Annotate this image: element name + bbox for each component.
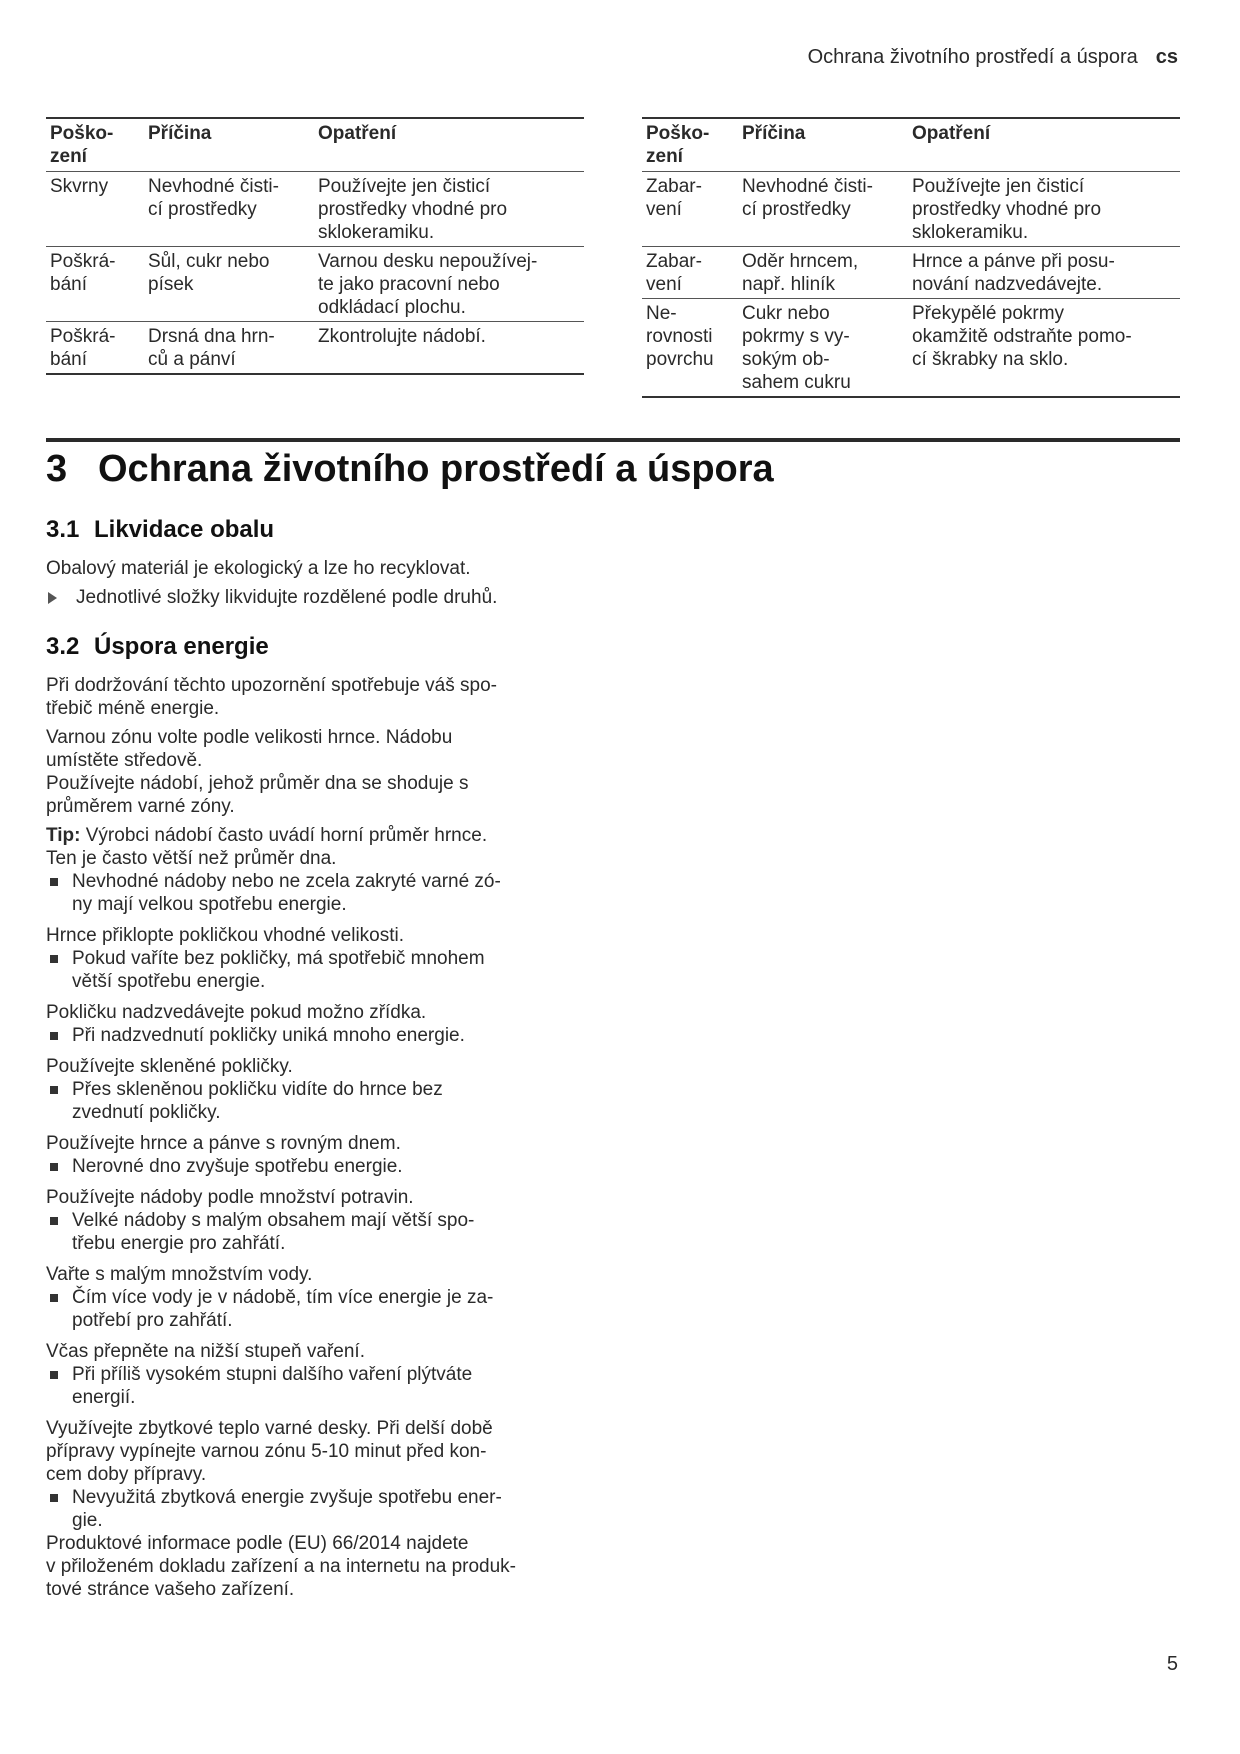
cell-cause: Nevhodné čisti- cí prostředky [144, 172, 314, 247]
chapter-rule [46, 438, 1180, 442]
cell-damage: Skvrny [46, 172, 144, 247]
paragraph: Pokličku nadzvedávejte pokud možno zřídka. [46, 1002, 427, 1023]
bullet-item [46, 1209, 586, 1255]
bullet-item [46, 1286, 586, 1332]
bullet-text: Přes skleněnou pokličku vidíte do hrnce bez zvednutí pokličky. [72, 1079, 443, 1123]
bullet-item [46, 1155, 586, 1178]
section-number: 3.2 [46, 633, 80, 660]
paragraph: Varnou zónu volte podle velikosti hrnce. Nádobu umístěte středově. [46, 727, 453, 771]
bullet-item [46, 1486, 586, 1532]
tip-text: Výrobci nádobí často uvádí horní průměr hrnce. Ten je často větší než průměr dna. [46, 825, 488, 869]
cell-action: Používejte jen čisticí prostředky vhodné pro sklokeramiku. [908, 172, 1180, 247]
bullet-text: Nerovné dno zvyšuje spotřebu energie. [72, 1156, 403, 1177]
section-3-2-title [46, 633, 269, 661]
instruction-step [46, 586, 586, 609]
paragraph: Používejte skleněné pokličky. [46, 1056, 293, 1077]
section-title-text: Úspora energie [94, 633, 269, 660]
damage-table-right [642, 117, 1180, 398]
table-row [642, 247, 1180, 299]
table-row [46, 322, 584, 375]
paragraph: Hrnce přiklopte pokličkou vhodné velikosti. [46, 925, 405, 946]
cell-cause: Nevhodné čisti- cí prostředky [738, 172, 908, 247]
section-title-text: Likvidace obalu [94, 516, 275, 543]
paragraph: Včas přepněte na nižší stupeň vaření. [46, 1341, 365, 1362]
page-number: 5 [1166, 1653, 1178, 1675]
bullet-square-icon [50, 1217, 58, 1225]
table-row [46, 247, 584, 322]
header-cause: Příčina [738, 118, 908, 172]
bullet-item [46, 1024, 586, 1047]
cell-cause: Cukr nebo pokrmy s vy- sokým ob- sahem cukru [738, 299, 908, 398]
cell-action: Zkontrolujte nádobí. [314, 322, 584, 375]
step-arrow-icon [48, 592, 57, 604]
cell-damage: Zabar- vení [642, 247, 738, 299]
bullet-item [46, 870, 586, 916]
cell-damage: Ne- rovnosti povrchu [642, 299, 738, 398]
bullet-square-icon [50, 1294, 58, 1302]
bullet-square-icon [50, 1371, 58, 1379]
section-3-1-body [46, 557, 586, 609]
bullet-item [46, 1363, 586, 1409]
chapter-number: 3 [46, 448, 68, 490]
paragraph: Produktové informace podle (EU) 66/2014 najdete v přiloženém dokladu zařízení a na internetu na produk- tové stránce vašeho zařízení. [46, 1533, 516, 1600]
paragraph: Používejte hrnce a pánve s rovným dnem. [46, 1133, 401, 1154]
tip-label: Tip: [46, 825, 81, 846]
bullet-square-icon [50, 1163, 58, 1171]
table-header-row [642, 118, 1180, 172]
bullet-square-icon [50, 1086, 58, 1094]
cell-cause: Drsná dna hrn- ců a pánví [144, 322, 314, 375]
damage-table-left [46, 117, 584, 375]
cell-action: Překypělé pokrmy okamžitě odstraňte pomo- cí škrabky na sklo. [908, 299, 1180, 398]
table-row [46, 172, 584, 247]
tip-paragraph [46, 824, 586, 870]
bullet-text: Velké nádoby s malým obsahem mají větší spo- třebu energie pro zahřátí. [72, 1210, 475, 1254]
bullet-text: Při příliš vysokém stupni dalšího vaření plýtváte energií. [72, 1364, 473, 1408]
bullet-text: Při nadzvednutí pokličky uniká mnoho energie. [72, 1025, 465, 1046]
bullet-text: Pokud vaříte bez pokličky, má spotřebič mnohem větší spotřebu energie. [72, 948, 485, 992]
chapter-title-text: Ochrana životního prostředí a úspora [98, 448, 774, 490]
header-action: Opatření [314, 118, 584, 172]
paragraph: Vařte s malým množstvím vody. [46, 1264, 313, 1285]
bullet-item [46, 947, 586, 993]
section-number: 3.1 [46, 516, 80, 543]
running-header [808, 46, 1178, 69]
bullet-square-icon [50, 1494, 58, 1502]
paragraph: Používejte nádoby podle množství potravin. [46, 1187, 414, 1208]
section-3-1-title [46, 516, 274, 544]
bullet-item [46, 1078, 586, 1124]
bullet-square-icon [50, 1032, 58, 1040]
table-header-row [46, 118, 584, 172]
bullet-text: Nevyužitá zbytková energie zvyšuje spotřebu ener- gie. [72, 1487, 502, 1531]
header-cause: Příčina [144, 118, 314, 172]
paragraph: Používejte nádobí, jehož průměr dna se shoduje s průměrem varné zóny. [46, 773, 469, 817]
cell-damage: Zabar- vení [642, 172, 738, 247]
header-section-title: Ochrana životního prostředí a úspora [807, 46, 1138, 68]
bullet-text: Nevhodné nádoby nebo ne zcela zakryté varné zó- ny mají velkou spotřebu energie. [72, 871, 501, 915]
cell-action: Používejte jen čisticí prostředky vhodné pro sklokeramiku. [314, 172, 584, 247]
bullet-square-icon [50, 955, 58, 963]
chapter-title [46, 448, 774, 491]
table-row [642, 299, 1180, 398]
table-row [642, 172, 1180, 247]
paragraph: Při dodržování těchto upozornění spotřebuje váš spo- třebič méně energie. [46, 675, 497, 719]
paragraph: Využívejte zbytkové teplo varné desky. Při delší době přípravy vypínejte varnou zónu 5-10 minut před kon- cem doby přípravy. [46, 1418, 493, 1485]
step-text: Jednotlivé složky likvidujte rozdělené podle druhů. [76, 587, 498, 608]
language-code: cs [1155, 46, 1178, 68]
cell-damage: Poškrá- bání [46, 247, 144, 322]
header-damage: Poško- zení [46, 118, 144, 172]
cell-cause: Oděr hrncem, např. hliník [738, 247, 908, 299]
paragraph: Obalový materiál je ekologický a lze ho recyklovat. [46, 558, 471, 579]
cell-action: Hrnce a pánve při posu- nování nadzvedávejte. [908, 247, 1180, 299]
bullet-text: Čím více vody je v nádobě, tím více energie je za- potřebí pro zahřátí. [72, 1287, 494, 1331]
cell-damage: Poškrá- bání [46, 322, 144, 375]
cell-cause: Sůl, cukr nebo písek [144, 247, 314, 322]
cell-action: Varnou desku nepoužívej- te jako pracovní nebo odkládací plochu. [314, 247, 584, 322]
header-damage: Poško- zení [642, 118, 738, 172]
header-action: Opatření [908, 118, 1180, 172]
bullet-square-icon [50, 878, 58, 886]
section-3-2-body [46, 674, 586, 1607]
